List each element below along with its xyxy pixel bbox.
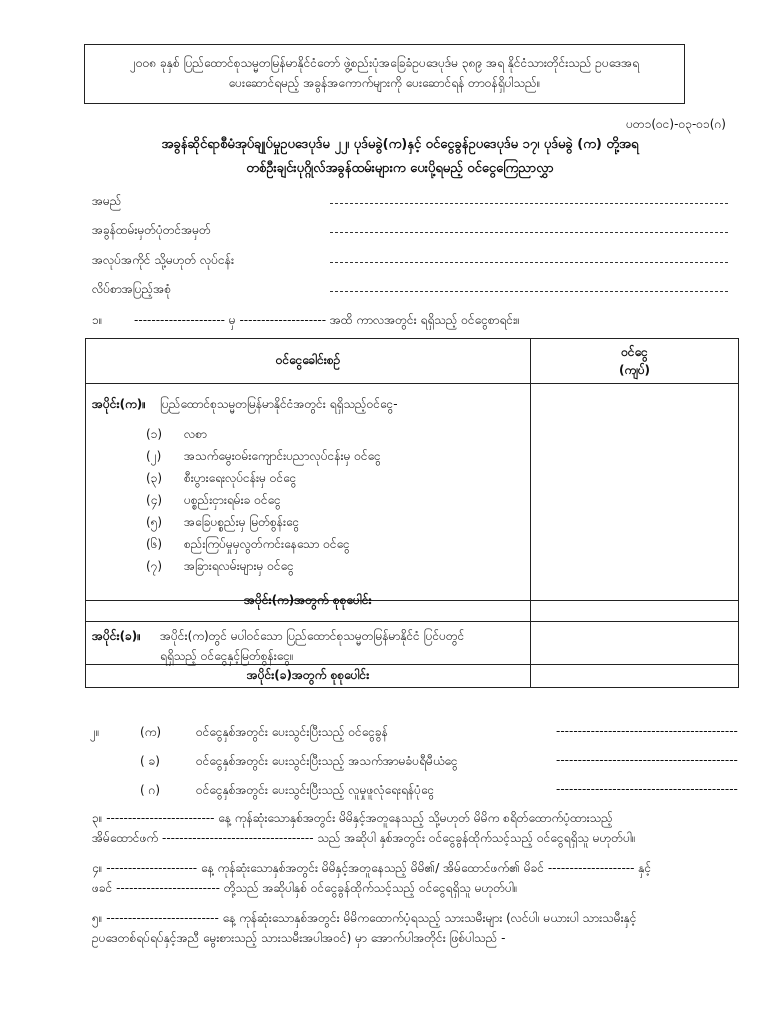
section-a-label: အပိုင်း(က)။ — [92, 397, 146, 411]
header-amount — [530, 339, 738, 384]
section-a-total-label: အပိုင်း(က)အတွက် စုစုပေါင်း — [244, 593, 372, 607]
table-header-row — [86, 339, 739, 384]
section-a-item-label: ပစ္စည်းငှားရမ်းခ ဝင်ငွေ — [184, 493, 281, 507]
section-a-item-label: အခြေပစ္စည်းမှ မြတ်စွန်းငွေ — [184, 515, 300, 529]
form-number: ပတ၁(၀င)-၀၃-၀၁(ဂ) — [626, 117, 726, 131]
form-title-line-2: တစ်ဦးချင်းပုဂ္ဂိုလ်အခွန်ထမ်းများက ပေးပို့ရမည့် ဝင်ငွေကြေညာလွှာ — [246, 161, 554, 176]
section-a-item-label: လစာ — [184, 427, 207, 441]
para-3-line-2: အိမ်ထောင်ဖက် ----------------------------------- သည် အဆိုပါ နှစ်အတွင်း ဝင်ငွေခွန်ထိုက်သင့်သည့် ဝင်ငွေရရှိသူ မဟုတ်ပါ။ — [92, 831, 636, 845]
para-2-number: ၂။ — [90, 725, 100, 739]
para-2-amount-field[interactable]: ------------------------------------------ — [556, 753, 738, 767]
form-title-line-1: အခွန်ဆိုင်ရာစီမံအုပ်ချုပ်မှုဥပဒေပုဒ်မ ၂၂၊ ပုဒ်မခွဲ(က)နှင့် ဝင်ငွေခွန်ဥပဒေပုဒ်မ ၁၇၊ ပုဒ်မခွဲ (က) တို့အရ — [161, 137, 639, 152]
section-a-row — [86, 384, 739, 601]
para-1 — [92, 312, 520, 330]
name-field[interactable] — [330, 203, 728, 204]
income-table — [85, 338, 739, 688]
para-2-item-label: ( ခ) — [140, 754, 160, 768]
para-2-item-label: (က) — [140, 725, 162, 739]
occupation-field[interactable] — [330, 262, 728, 263]
section-a-item-number: (၇) — [146, 559, 163, 573]
header-description — [86, 339, 531, 384]
para-2-item-text: ဝင်ငွေနှစ်အတွင်း ပေးသွင်းပြီးသည့် ဝင်ငွေခွန် — [196, 725, 388, 739]
para-2-amount-field[interactable]: ------------------------------------------ — [556, 782, 738, 796]
para-4-line-1: ၄။ --------------------- နေ့ ကုန်ဆုံးသောနှစ်အတွင်း မိမိနှင့်အတူနေသည့် မိမိ၏/ အိမ်ထောင်ဖက်၏ မိခင် -------------------- နှင့် — [92, 861, 652, 875]
notice-box — [84, 44, 685, 104]
section-a-cell — [86, 384, 531, 607]
section-b-line-1: အပိုင်း(က)တွင် မပါဝင်သော ပြည်ထောင်စုသမ္မတမြန်မာနိုင်ငံ ပြင်ပတွင် — [160, 629, 465, 643]
section-a-amount-cell[interactable] — [530, 384, 738, 601]
section-a-item-number: (၃) — [146, 471, 163, 485]
para-3-line-1: ၃။ ------------------------- နေ့ ကုန်ဆုံးသောနှစ်အတွင်း မိမိနှင့်အတူနေသည့် သို့မဟုတ် မိမိက စရိတ်ထောက်ပံ့ထားသည့် — [92, 811, 613, 825]
section-a-item-label: အခြားရလမ်းများမှ ဝင်ငွေ — [184, 559, 294, 573]
para-2-item-text: ဝင်ငွေနှစ်အတွင်း ပေးသွင်းပြီးသည့် အသက်အာမခံပရီမီယံငွေ — [196, 754, 458, 768]
para-1-number: ၁။ — [92, 313, 103, 327]
tin-field[interactable] — [330, 232, 728, 233]
para-2-item-label: ( ဂ) — [140, 783, 161, 797]
section-a-total-row — [86, 601, 739, 622]
para-1-text: အထိ ကာလအတွင်း ရရှိသည့် ဝင်ငွေစာရင်း။ — [329, 313, 520, 327]
para-5-line-1: ၅။ -------------------------- နေ့ ကုန်ဆုံးသောနှစ်အတွင်း မိမိကထောက်ပံ့ရသည့် သားသမီးများ (လင်ပါ၊ မယားပါ သားသမီးနှင့် — [92, 911, 637, 925]
para-2-amount-field[interactable]: ------------------------------------------ — [556, 724, 738, 738]
name-label: အမည် — [92, 194, 122, 208]
header-amount-text: ဝင်ငွေ — [621, 345, 648, 359]
section-a-item-number: (၄) — [146, 493, 163, 507]
occupation-label: အလုပ်အကိုင် သို့မဟုတ် လုပ်ငန်း — [92, 253, 235, 267]
header-description-text: ဝင်ငွေခေါင်းစဉ် — [275, 353, 341, 367]
header-unit-text: (ကျပ်) — [618, 363, 651, 377]
section-b-row — [86, 622, 739, 665]
section-a-item-label: စီးပွားရေးလုပ်ငန်းမှ ဝင်ငွေ — [184, 471, 297, 485]
section-a-item-number: (၆) — [146, 537, 163, 551]
para-5 — [92, 908, 732, 948]
para-4-line-2: ဖခင် ------------------------ တို့သည် အဆိုပါနှစ် ဝင်ငွေခွန်ထိုက်သင့်သည့် ဝင်ငွေရရှိသူ မဟုတ်ပါ။ — [92, 881, 518, 895]
section-a-item-label: စည်းကြပ်မှုမှလွတ်ကင်းနေသော ဝင်ငွေ — [184, 537, 350, 551]
section-b-total-row — [86, 665, 739, 688]
section-b-total-cell — [86, 665, 531, 688]
section-a-item-number: (၂) — [146, 449, 162, 463]
section-b-label: အပိုင်း(ခ)။ — [92, 629, 141, 643]
section-a-total-amount[interactable] — [530, 601, 738, 622]
address-field[interactable] — [330, 291, 728, 292]
section-a-item-label: အသက်မွေးဝမ်းကျောင်းပညာလုပ်ငန်းမှ ဝင်ငွေ — [184, 449, 381, 463]
notice-line-2: ပေးဆောင်ရမည့် အခွန်အကောက်များကို ပေးဆောင်ရန် တာဝန်ရှိပါသည်။ — [228, 76, 541, 90]
para-3 — [92, 808, 732, 848]
section-b-total-label: အပိုင်း(ခ)အတွက် စုစုပေါင်း — [246, 668, 370, 682]
section-b-cell — [86, 622, 531, 665]
notice-line-1: ၂၀၀၈ ခုနှစ် ပြည်ထောင်စုသမ္မတမြန်မာနိုင်ငံတော် ဖွဲ့စည်းပုံအခြေခံဥပဒေပုဒ်မ ၃၈၉ အရ နိုင်ငံသားတိုင်းသည် ဥပဒေအရ — [129, 56, 640, 70]
tin-label: အခွန်ထမ်းမှတ်ပုံတင်အမှတ် — [92, 223, 211, 237]
section-b-total-amount[interactable] — [530, 665, 738, 688]
address-label: လိပ်စာအပြည့်အစုံ — [92, 282, 172, 296]
section-b-amount-cell[interactable] — [530, 622, 738, 665]
para-1-period: --------------------- မှ -------------------- — [134, 313, 327, 327]
section-b-line-2: ရရှိသည့် ဝင်ငွေနှင့်မြတ်စွန်းငွေ။ — [160, 649, 294, 663]
section-a-title: ပြည်ထောင်စုသမ္မတမြန်မာနိုင်ငံအတွင်း ရရှိသည့်ဝင်ငွေ- — [160, 397, 398, 411]
section-a-item-number: (၅) — [146, 515, 163, 529]
para-5-line-2: ဥပဒေတစ်ရပ်ရပ်နှင့်အညီ မွေးစားသည့် သားသမီးအပါအဝင်) မှာ အောက်ပါအတိုင်း ဖြစ်ပါသည် - — [92, 931, 506, 945]
para-2-item-text: ဝင်ငွေနှစ်အတွင်း ပေးသွင်းပြီးသည့် လူမှုဖူလုံရေးရန်ပုံငွေ — [196, 783, 435, 797]
para-4 — [92, 858, 732, 898]
section-a-item-number: (၁) — [146, 427, 163, 441]
